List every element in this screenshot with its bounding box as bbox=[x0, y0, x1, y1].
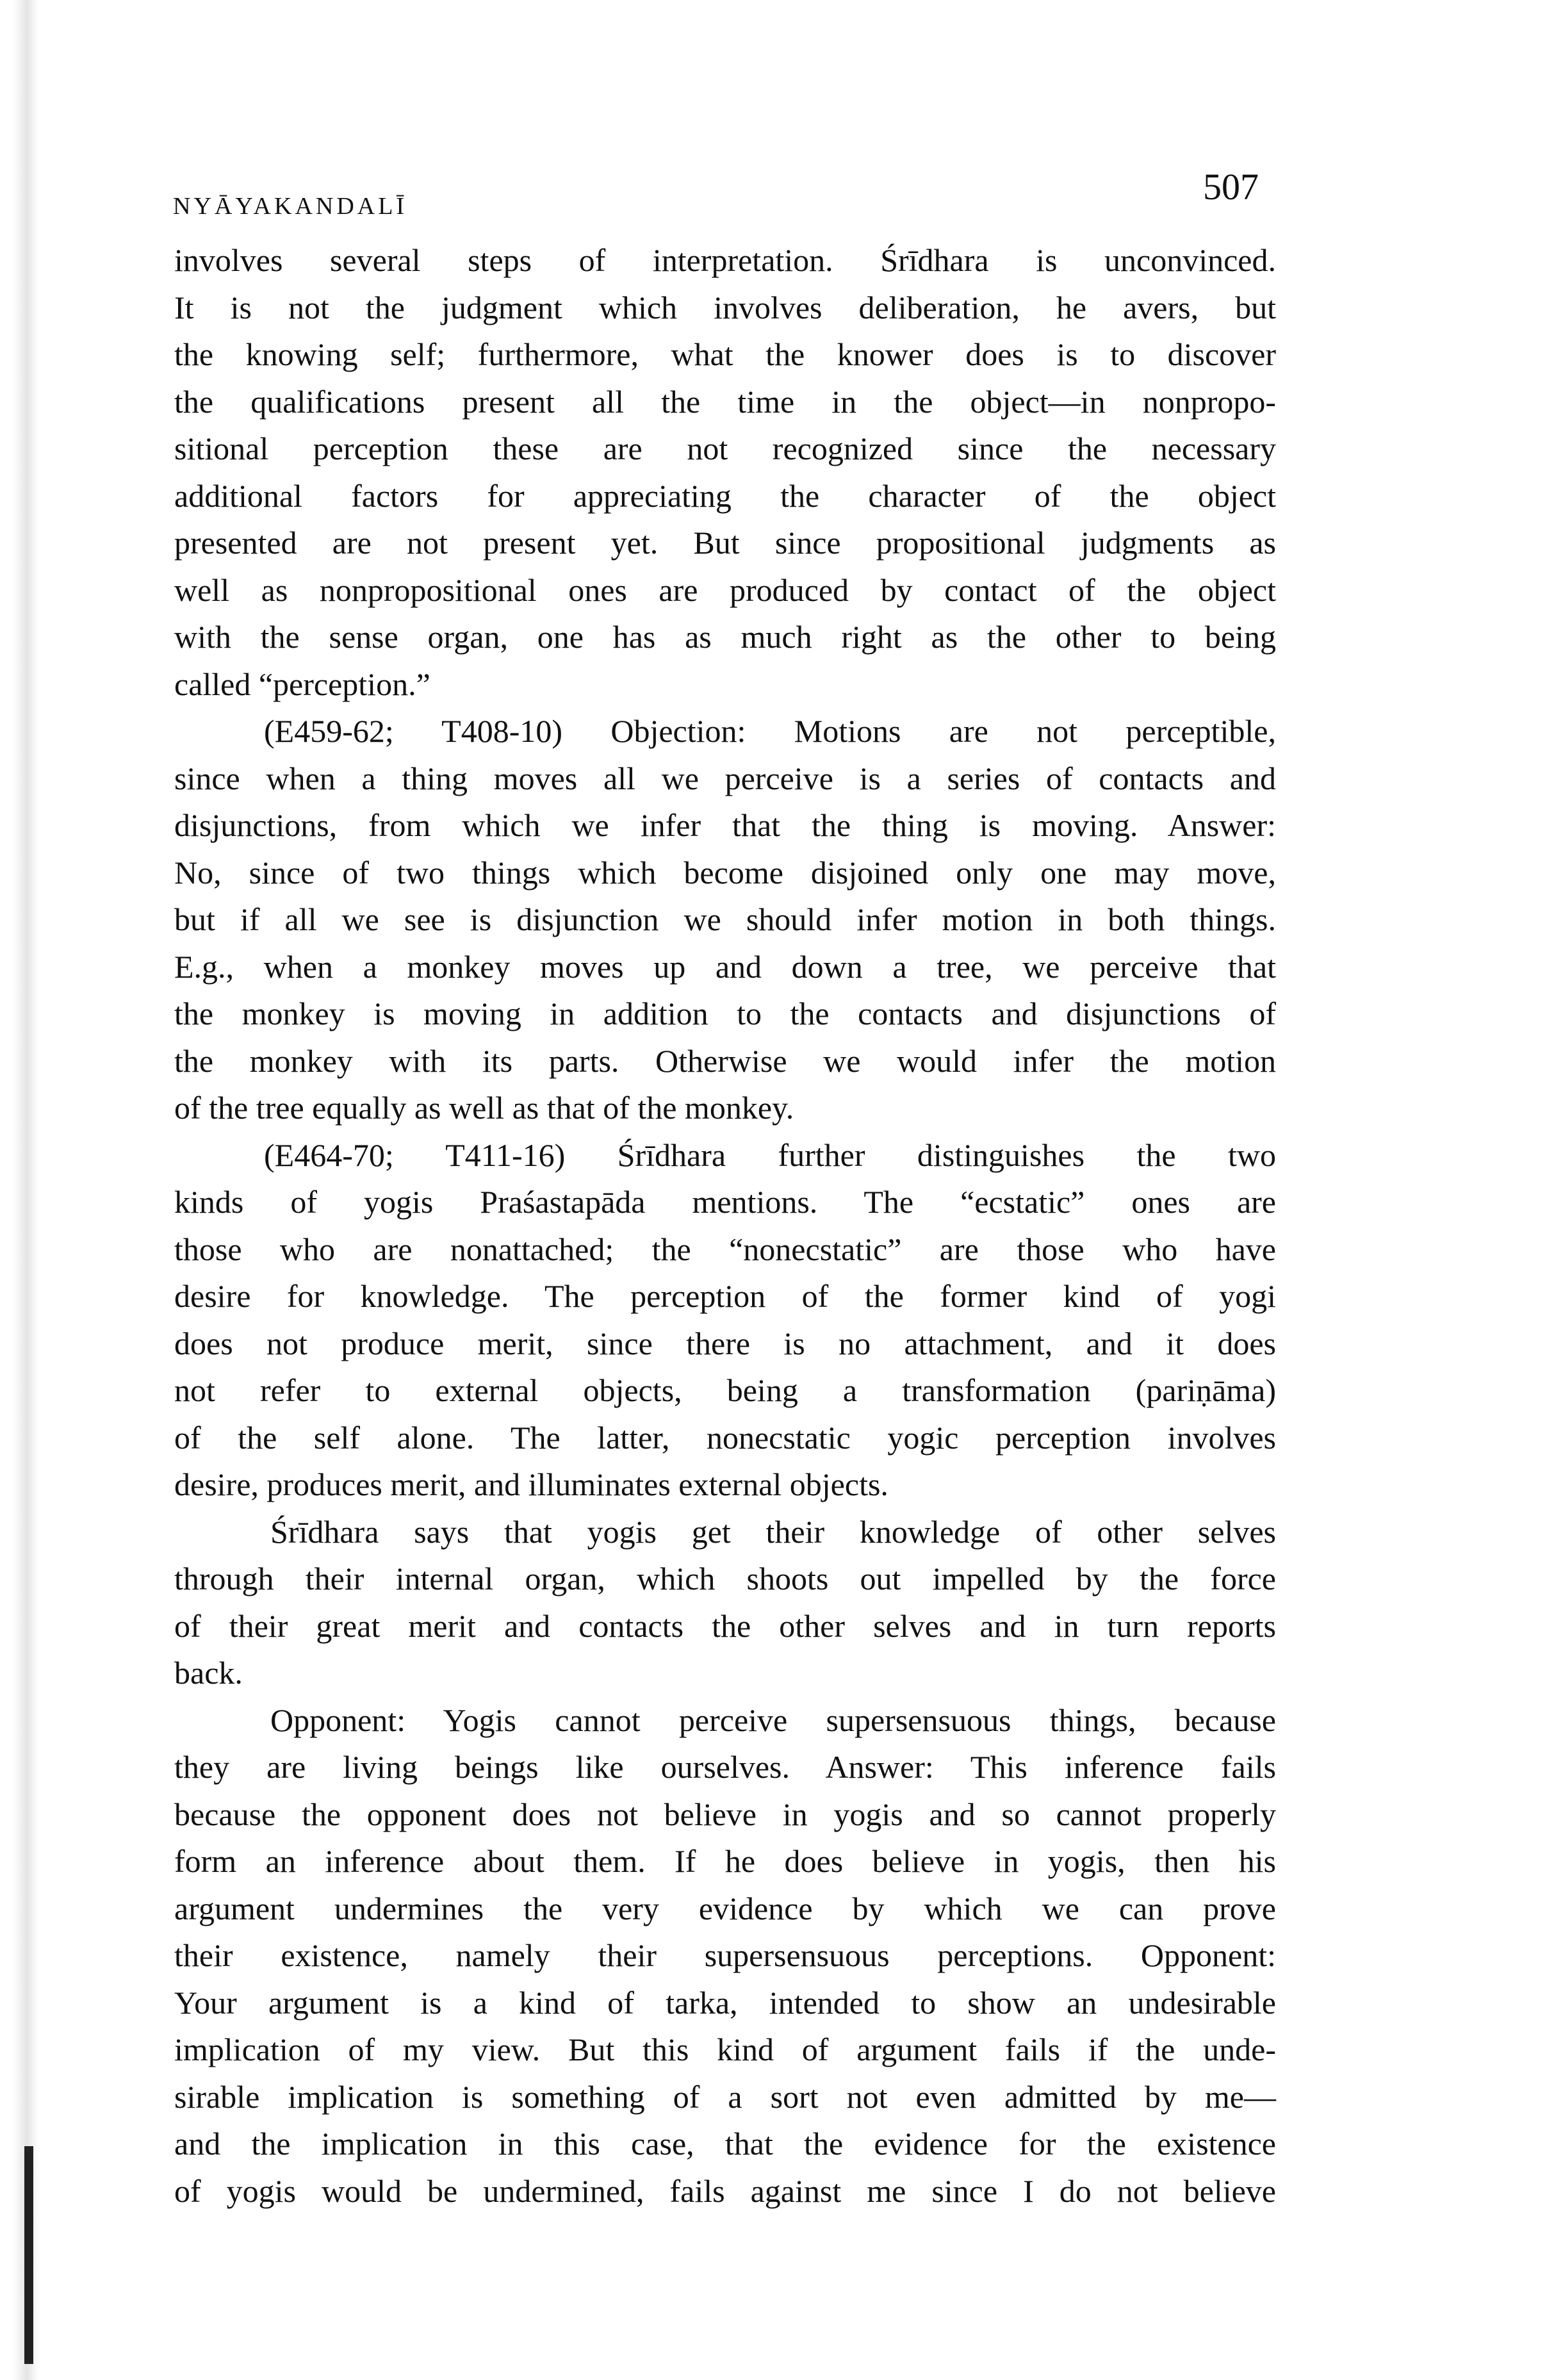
text-line: because the opponent does not believe in yogis and so cannot properly bbox=[174, 1796, 1276, 1832]
text-line: argument undermines the very evidence by which we can prove bbox=[174, 1890, 1276, 1926]
text-line: called “perception.” bbox=[174, 666, 430, 702]
text-line: of the self alone. The latter, nonecstatic yogic perception involves bbox=[174, 1419, 1276, 1456]
text-line: (E459-62; T408-10) Objection: Motions are not perceptible, bbox=[264, 713, 1276, 749]
text-line: back. bbox=[174, 1655, 243, 1691]
text-line: Opponent: Yogis cannot perceive supersensuous things, because bbox=[270, 1702, 1276, 1738]
text-line: the monkey is moving in addition to the contacts and disjunctions of bbox=[174, 996, 1276, 1031]
text-line: through their internal organ, which shoots out impelled by the force bbox=[174, 1561, 1276, 1596]
text-line: the qualifications present all the time in the object—in nonpropo- bbox=[174, 383, 1276, 420]
text-line: the monkey with its parts. Otherwise we would infer the motion bbox=[174, 1042, 1276, 1079]
text-line: It is not the judgment which involves deliberation, he avers, but bbox=[174, 289, 1276, 325]
text-line: well as nonpropositional ones are produced by contact of the object bbox=[174, 571, 1276, 608]
text-line: sirable implication is something of a sort not even admitted by me— bbox=[174, 2078, 1276, 2115]
text-line: of their great merit and contacts the other selves and in turn reports bbox=[174, 1607, 1276, 1644]
text-line: form an inference about them. If he does believe in yogis, then his bbox=[174, 1843, 1276, 1879]
text-line: desire, produces merit, and illuminates external objects. bbox=[174, 1466, 888, 1502]
text-line: with the sense organ, one has as much right as the other to being bbox=[174, 619, 1276, 655]
page-number: 507 bbox=[1203, 166, 1259, 208]
text-line: they are living beings like ourselves. Answer: This inference fails bbox=[174, 1749, 1276, 1785]
text-line: does not produce merit, since there is no attachment, and it does bbox=[174, 1325, 1276, 1361]
text-line: Your argument is a kind of tarka, intended to show an undesirable bbox=[174, 1984, 1276, 2021]
running-head: NYĀYAKANDALĪ bbox=[173, 193, 408, 220]
text-line: kinds of yogis Praśastapāda mentions. The “ecstatic” ones are bbox=[174, 1184, 1276, 1220]
text-line: No, since of two things which become disjoined only one may move, bbox=[174, 854, 1276, 890]
body-text bbox=[174, 237, 1276, 2351]
text-line: since when a thing moves all we perceive is a series of contacts and bbox=[174, 760, 1276, 796]
binding-edge bbox=[13, 0, 38, 2380]
text-line: disjunctions, from which we infer that the thing is moving. Answer: bbox=[174, 807, 1276, 843]
text-line: (E464-70; T411-16) Śrīdhara further distinguishes the two bbox=[264, 1137, 1276, 1173]
text-line: Śrīdhara says that yogis get their knowledge of other selves bbox=[270, 1513, 1276, 1550]
binding-mark bbox=[24, 2146, 33, 2364]
text-line: implication of my view. But this kind of argument fails if the unde- bbox=[174, 2031, 1276, 2067]
text-line: involves several steps of interpretation. Śrīdhara is unconvinced. bbox=[174, 242, 1276, 278]
text-line: but if all we see is disjunction we should infer motion in both things. bbox=[174, 901, 1276, 937]
text-line: those who are nonattached; the “nonecstatic” are those who have bbox=[174, 1231, 1276, 1267]
text-line: and the implication in this case, that the evidence for the existence bbox=[174, 2126, 1276, 2162]
text-line: not refer to external objects, being a transformation (pariṇāma) bbox=[174, 1372, 1276, 1408]
text-line: their existence, namely their supersensuous perceptions. Opponent: bbox=[174, 1937, 1276, 1973]
text-line: additional factors for appreciating the character of the object bbox=[174, 477, 1276, 514]
text-line: sitional perception these are not recognized since the necessary bbox=[174, 431, 1276, 466]
text-line: presented are not present yet. But since propositional judgments as bbox=[174, 525, 1276, 561]
text-line: E.g., when a monkey moves up and down a tree, we perceive that bbox=[174, 948, 1276, 985]
text-line: of yogis would be undermined, fails against me since I do not believe bbox=[174, 2172, 1276, 2209]
text-line: the knowing self; furthermore, what the knower does is to discover bbox=[174, 336, 1276, 372]
text-line: desire for knowledge. The perception of the former kind of yogi bbox=[174, 1278, 1276, 1314]
text-line: of the tree equally as well as that of the monkey. bbox=[174, 1090, 794, 1126]
